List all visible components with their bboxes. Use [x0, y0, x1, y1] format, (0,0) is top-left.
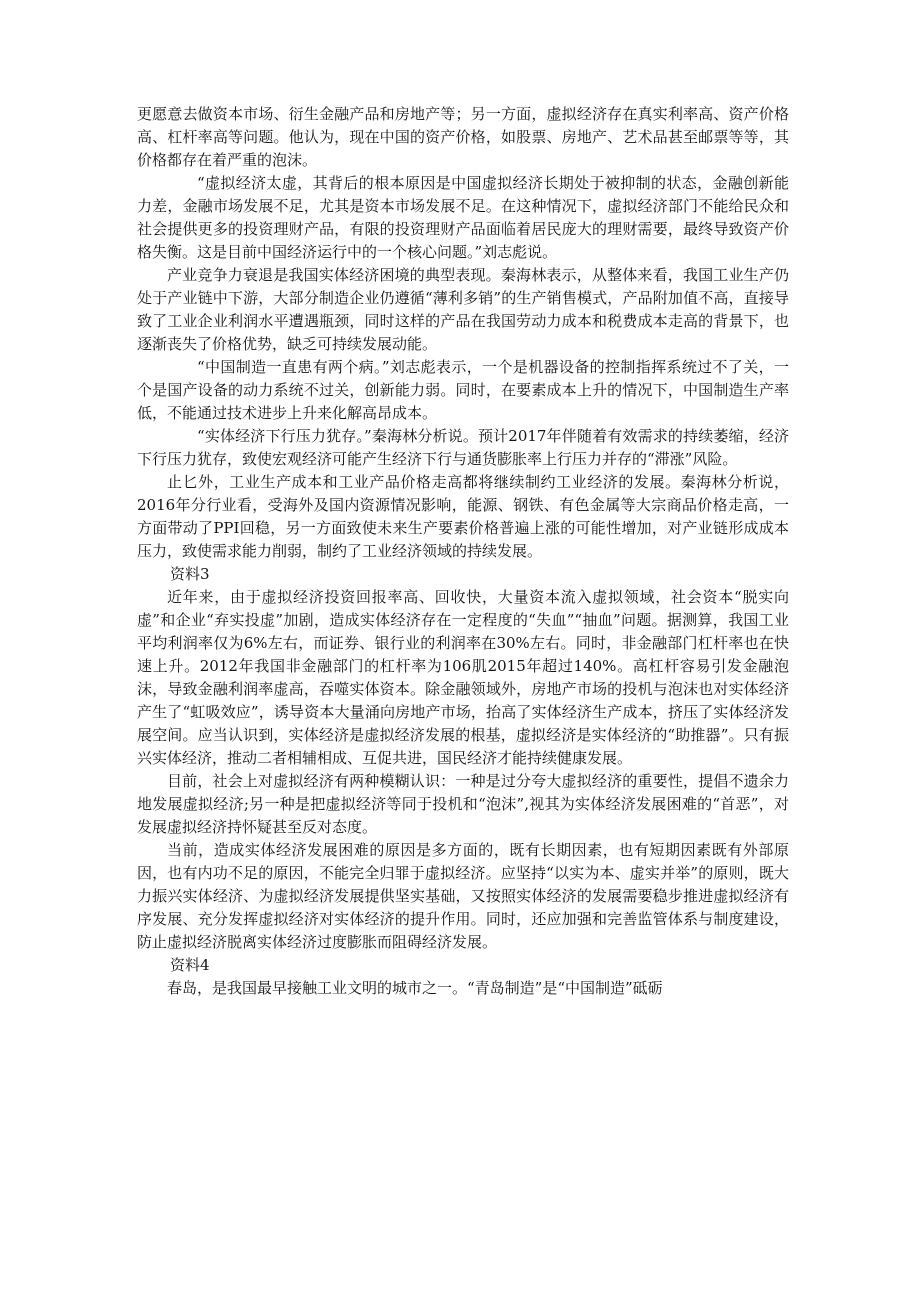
paragraph-capital-shift: 近年来，由于虚拟经济投资回报率高、回收快，大量资本流入虚拟领域，社会资本“脱实向虚”和企业“弃实投虚”加剧，造成实体经济存在一定程度的“失血”“抽血”问题。据测算，我国工业平均利润率仅为6%左右，而证券、银行业的利润率在30%左右。同时，非金融部门杠杆率也在快速上升。2012年我国非金融部门的杠杆率为106肌2015年超过140%。高杠杆容易引发金融泡沫，导致金融利润率虚高，吞噬实体资本。除金融领域外，房地产市场的投机与泡沫也对实体经济产生了“虹吸效应”，诱导资本大量涌向房地产市场，抬高了实体经济生产成本，挤压了实体经济发展空间。应当认识到，实体经济是虚拟经济发展的根基，虚拟经济是实体经济的“助推器”。只有振兴实体经济，推动二者相辅相成、互促共进，国民经济才能持续健康发展。 [137, 588, 789, 767]
paragraph-industrial-competitiveness: 产业竞争力衰退是我国实体经济困境的典型表现。秦海林表示，从整体来看，我国工业生产仍处于产业链中下游，大部分制造企业仍遵循“薄利多销”的生产销售模式，产品附加值不高，直接导致了工业企业利润水平遭遇瓶颈，同时这样的产品在我国劳动力成本和税费成本走高的背景下，也逐渐丧失了价格优势，缺乏可持续发展动能。 [137, 266, 789, 353]
paragraph-causes-and-principles: 当前，造成实体经济发展困难的原因是多方面的，既有长期因素，也有短期因素既有外部原因，也有内功不足的原因，不能完全归罪于虚拟经济。应坚持“以实为本、虚实并举”的原则，既大力振兴实体经济、为虚拟经济发展提供坚实基础，又按照实体经济的发展需要稳步推进虚拟经济有序发展、充分发挥虚拟经济对实体经济的提升作用。同时，还应加强和完善监管体系与制度建设，防止虚拟经济脱离实体经济过度膨胀而阻碍经济发展。 [137, 841, 789, 951]
paragraph-continuation: 更愿意去做资本市场、衍生金融产品和房地产等；另一方面，虚拟经济存在真实利率高、资产价格高、杠杆率高等问题。他认为，现在中国的资产价格，如股票、房地产、艺术品甚至邮票等等，其价格都存在着严重的泡沫。 [137, 105, 789, 169]
section-heading-material-4: 资料4 [170, 956, 210, 974]
paragraph-misconceptions: 目前，社会上对虚拟经济有两种模糊认识：一种是过分夸大虚拟经济的重要性，提倡不遗余力地发展虚拟经济;另一种是把虚拟经济等同于投机和“泡沫”,视其为实体经济发展困难的“首恶”，对发展虚拟经济持怀疑甚至反对态度。 [137, 772, 789, 836]
document-body [137, 103, 789, 1000]
paragraph-qingdao: 春岛，是我国最早接触工业文明的城市之一。“青岛制造”是“中国制造”砥砺 [167, 979, 663, 997]
section-heading-material-3: 资料3 [170, 565, 210, 583]
paragraph-downward-pressure: “实体经济下行压力犹存。”秦海林分析说。预计2017年伴随着有效需求的持续萎缩，经济下行压力犹存，致使宏观经济可能产生经济下行与通货膨胀率上行压力并存的“滞涨”风险。 [137, 427, 789, 468]
paragraph-cost-and-price: 止匕外，工业生产成本和工业产品价格走高都将继续制约工业经济的发展。秦海林分析说，2016年分行业看，受海外及国内资源情况影响，能源、钢铁、有色金属等大宗商品价格走高，一方面带动了PPI回稳，另一方面致使未来生产要素价格普遍上涨的可能性增加，对产业链形成成本压力，致使需求能力削弱，制约了工业经济领域的持续发展。 [137, 473, 789, 560]
paragraph-liu-zhibiao-quote: “虚拟经济太虚，其背后的根本原因是中国虚拟经济长期处于被抑制的状态，金融创新能力差，金融市场发展不足，尤其是资本市场发展不足。在这种情况下，虚拟经济部门不能给民众和社会提供更多的投资理财产品，有限的投资理财产品面临着居民庞大的理财需要，最终导致资产价格失衡。这是目前中国经济运行中的一个核心问题。”刘志彪说。 [137, 174, 789, 261]
paragraph-made-in-china-problems: “中国制造一直患有两个病。”刘志彪表示，一个是机器设备的控制指挥系统过不了关，一个是国产设备的动力系统不过关，创新能力弱。同时，在要素成本上升的情况下，中国制造生产率低，不能通过技术进步上升来化解高昂成本。 [137, 358, 789, 422]
